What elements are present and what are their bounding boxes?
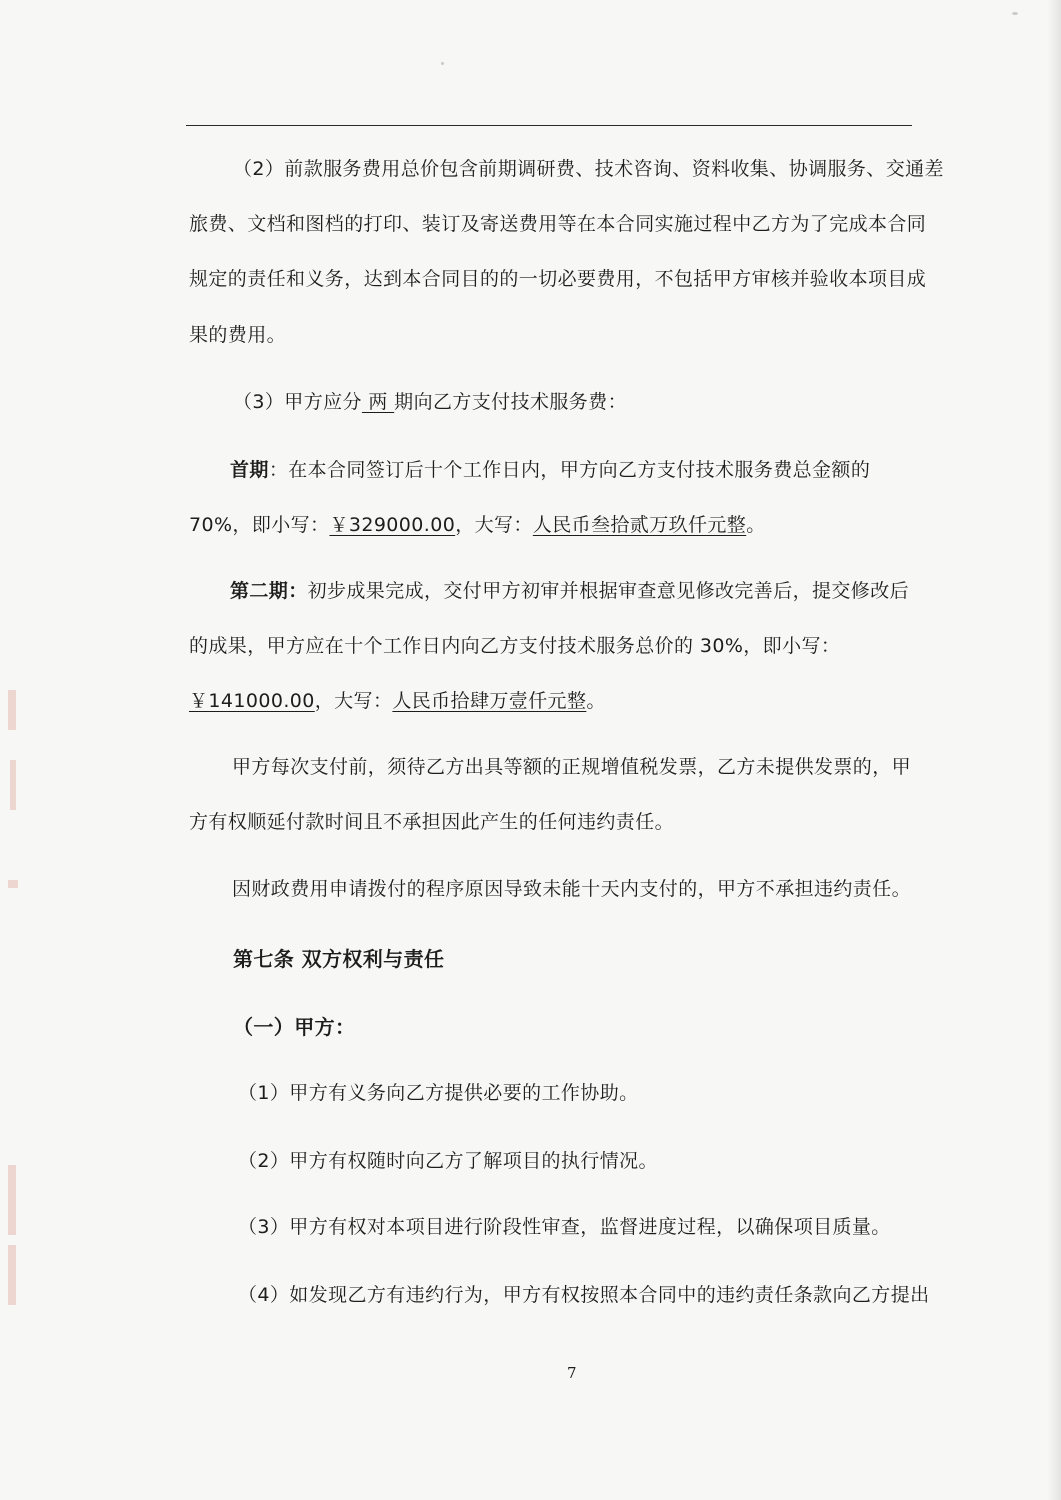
scan-edge-stain: [8, 880, 18, 888]
scan-edge-stain: [8, 1245, 16, 1305]
second-period-text1: 初步成果完成，交付甲方初审并根据审查意见修改完善后，提交修改后: [307, 580, 910, 602]
header-rule: [186, 125, 912, 126]
second-period-amount-words: 人民币拾肆万壹仟元整: [392, 690, 587, 712]
first-period-line2: [189, 510, 766, 537]
para2-line4: 果的费用。: [189, 324, 287, 346]
para3-line: [233, 387, 627, 414]
first-period-amount: ￥329000.00: [329, 514, 456, 536]
first-period-line1: [230, 455, 870, 482]
payment-periods: 两: [361, 391, 395, 413]
invoice-line2: 方有权顺延付款时间且不承担因此产生的任何违约责任。: [189, 811, 675, 833]
article7-subheading: （一）甲方：: [233, 1015, 356, 1039]
para2-line3: 规定的责任和义务，达到本合同目的的一切必要费用，不包括甲方审核并验收本项目成: [189, 268, 927, 290]
scan-edge-shadow: [1047, 0, 1061, 1500]
second-period-mid: ，大写：: [314, 690, 393, 712]
first-period-percent: 70%，即小写：: [189, 514, 330, 536]
para2-line2: 旅费、文档和图档的打印、装订及寄送费用等在本合同实施过程中乙方为了完成本合同: [189, 213, 927, 235]
second-period-label: 第二期：: [230, 580, 308, 602]
scan-edge-stain: [8, 690, 16, 730]
first-period-mid: ，大写：: [455, 514, 533, 536]
para3-suffix: 期向乙方支付技术服务费：: [394, 391, 627, 413]
first-period-text: ：在本合同签订后十个工作日内，甲方向乙方支付技术服务费总金额的: [268, 459, 871, 481]
invoice-line1: 甲方每次支付前，须待乙方出具等额的正规增值税发票，乙方未提供发票的，甲: [232, 756, 912, 778]
article7-item-2: （2）甲方有权随时向乙方了解项目的执行情况。: [238, 1150, 658, 1172]
scan-edge-stain: [10, 760, 16, 810]
article7-item-4: （4）如发现乙方有违约行为，甲方有权按照本合同中的违约责任条款向乙方提出: [238, 1284, 930, 1306]
second-period-line2: 的成果，甲方应在十个工作日内向乙方支付技术服务总价的 30%，即小写：: [189, 635, 841, 657]
first-period-end: 。: [746, 514, 766, 536]
first-period-label: 首期: [230, 459, 269, 481]
scan-speck: [441, 62, 444, 65]
second-period-amount: ￥141000.00: [189, 690, 315, 712]
para3-prefix: （3）甲方应分: [233, 391, 362, 413]
first-period-amount-words: 人民币叁拾贰万玖仟元整: [532, 514, 747, 536]
second-period-line1: [230, 576, 909, 603]
page-number: 7: [567, 1364, 577, 1382]
second-period-end: 。: [586, 690, 606, 712]
article7-item-1: （1）甲方有义务向乙方提供必要的工作协助。: [238, 1082, 639, 1104]
scan-speck: [1012, 12, 1018, 15]
scan-edge-stain: [8, 1165, 16, 1235]
para2-line1: （2）前款服务费用总价包含前期调研费、技术咨询、资料收集、协调服务、交通差: [233, 158, 944, 180]
finance-note: 因财政费用申请拨付的程序原因导致未能十天内支付的，甲方不承担违约责任。: [232, 878, 912, 900]
article7-item-3: （3）甲方有权对本项目进行阶段性审查，监督进度过程，以确保项目质量。: [238, 1216, 891, 1238]
article7-title: 第七条 双方权利与责任: [233, 947, 445, 971]
second-period-line3: [189, 686, 606, 713]
